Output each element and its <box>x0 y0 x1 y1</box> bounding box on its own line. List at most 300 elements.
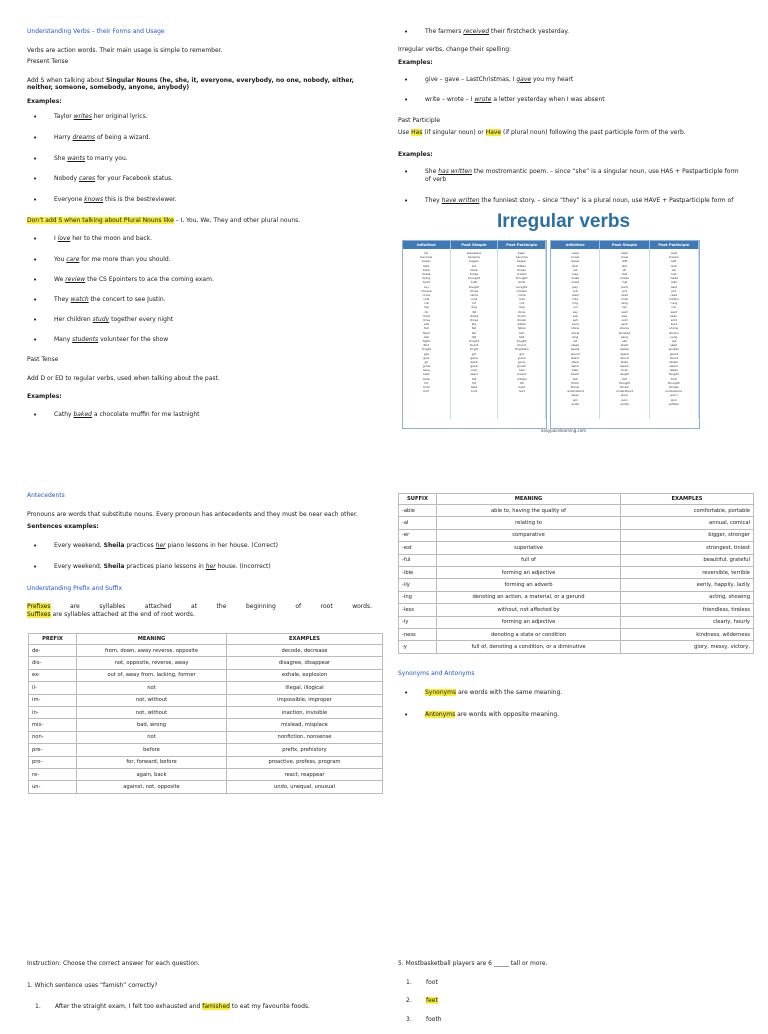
verb-form: worn <box>670 393 678 398</box>
header-cell: EXAMPLES <box>227 634 383 645</box>
verb-form: was/were <box>466 251 482 255</box>
verb-form: took <box>621 368 628 373</box>
table-cell: -ily <box>399 579 437 591</box>
verb-form: lent <box>670 263 677 268</box>
text: the funniest story. – since “they” is a plural noun, use HAVE + Pastparticiple form of <box>481 197 734 204</box>
verb-form: fight <box>422 338 430 343</box>
text: Her children <box>54 315 93 323</box>
text: give – gave – LastChristmas, I <box>425 75 517 83</box>
table-cell: not <box>77 682 227 694</box>
verb-form: break <box>422 271 431 276</box>
verb: watch <box>70 295 89 303</box>
verb-form: dug <box>471 305 477 310</box>
verb-form: win <box>572 397 578 402</box>
verb-form: begun <box>516 259 527 264</box>
verb-form: run <box>572 305 578 310</box>
subject: Sheila <box>103 541 125 549</box>
verb-form: hit <box>424 380 429 385</box>
verb-form: had <box>518 368 525 373</box>
list-item <box>27 563 372 571</box>
verb-form: see <box>572 313 578 318</box>
verb-form: hear <box>422 372 430 377</box>
verb-form: swum <box>669 364 679 369</box>
table-cell: friendless, tireless <box>621 604 754 616</box>
text: Harry <box>54 133 73 141</box>
verb-form: blown <box>517 267 527 272</box>
antecedent-examples-list <box>27 542 372 571</box>
verb-emphasis <box>93 316 110 323</box>
synonyms-section <box>398 670 743 734</box>
verb-form: taught <box>668 372 679 377</box>
verb-form: kept <box>621 251 628 255</box>
verb-form: sold <box>621 318 628 322</box>
has-have-rule: Use Has (if singular noun) or Have (if plural noun) following the past participle form of the verb. <box>398 129 686 136</box>
table-cell: forming an adjective <box>437 566 621 578</box>
verb: wants <box>67 154 86 162</box>
table-row <box>29 744 383 756</box>
table-row <box>29 694 383 706</box>
verb-form: gave <box>470 355 478 360</box>
verb: students <box>72 335 99 343</box>
verb-form: written <box>668 401 680 406</box>
verb-form: brought <box>468 276 480 281</box>
verb-form: sent <box>621 322 628 327</box>
table-cell: comfortable, portable <box>621 505 754 517</box>
verb-form: built <box>470 280 478 285</box>
verb-form: paid <box>670 284 678 289</box>
quiz-right <box>398 960 743 1034</box>
suffixes-text: Suffixes are syllables attached at the end of root words. <box>27 610 195 618</box>
text: house. (Incorrect) <box>215 563 271 570</box>
verb-form: driven <box>516 318 527 322</box>
table-row <box>29 768 383 780</box>
verb: care <box>66 255 80 263</box>
examples-label: Examples: <box>27 97 62 105</box>
table-cell: -ing <box>399 591 437 603</box>
verb-form: choose <box>421 288 432 293</box>
table-row <box>399 616 754 628</box>
table-row <box>399 579 754 591</box>
verb-form: drink <box>422 313 431 318</box>
table-cell: illegal, illogical <box>227 682 383 694</box>
verb-form: sat <box>671 338 677 343</box>
verb-form: say <box>572 309 578 314</box>
verb-form: leave <box>571 259 580 264</box>
table-cell: -y <box>399 641 437 653</box>
verb-emphasis <box>442 197 480 204</box>
table-cell: full of, denoting a condition, or a diminutive <box>437 641 621 653</box>
table-cell: bigger, stronger <box>621 529 754 541</box>
antecedents-heading: Antecedents <box>27 492 65 499</box>
table-cell: dis- <box>29 657 77 669</box>
header-cell: Past Participle <box>498 241 546 249</box>
text: We <box>54 275 66 283</box>
verb-column <box>403 249 451 419</box>
verb-form: read <box>621 292 628 297</box>
pronoun: her <box>155 541 166 549</box>
verb-form: broke <box>469 271 479 276</box>
verb-form: spent <box>669 351 679 356</box>
answer-option: 1. After the straight exam, I felt too exhausted and famished to eat my favourite foods. <box>35 1003 310 1010</box>
text: Nobody <box>54 175 79 183</box>
add-s-pre: Add S when talking about <box>27 76 106 84</box>
verb-form: paid <box>621 284 628 289</box>
verb-form: blew <box>470 267 478 272</box>
verb-form: shone <box>669 326 679 331</box>
text: practices piano lessons in <box>124 563 206 570</box>
table-cell: impossible, improper <box>227 694 383 706</box>
verb-form: spend <box>570 351 580 356</box>
dont-add-s-post: – I, You, We, They and other plural nouns. <box>173 216 301 224</box>
examples-label: Examples: <box>398 59 433 66</box>
verb-form: teach <box>570 372 580 377</box>
examples-label-3: Examples: <box>27 393 62 401</box>
verb-emphasis <box>72 336 98 343</box>
verb-form: told <box>670 376 677 381</box>
verb-form: do <box>424 309 429 314</box>
have-highlight: Have <box>485 129 502 136</box>
table-cell: exhale, explosion <box>227 669 383 681</box>
irregular-table-left <box>402 240 547 429</box>
verb-form: grown <box>517 364 527 369</box>
table-cell: -est <box>399 542 437 554</box>
verb: gave <box>516 75 532 83</box>
table-row <box>399 566 754 578</box>
table-cell: de- <box>29 645 77 657</box>
verb-form: got <box>471 351 477 356</box>
table-cell: superlative <box>437 542 621 554</box>
verb-form: ate <box>471 322 477 327</box>
irregular-table-right <box>550 240 700 429</box>
verb: review <box>65 275 86 283</box>
verb-form: met <box>621 280 628 285</box>
verb-form: sit <box>573 338 577 343</box>
verb-form: let <box>573 267 578 272</box>
list-item <box>398 689 743 697</box>
verb-form: sleep <box>571 343 580 348</box>
text: together every night <box>109 315 174 323</box>
verb-emphasis <box>66 256 79 263</box>
verb-form: brought <box>515 276 528 281</box>
verb-form: met <box>670 280 677 285</box>
table-cell: -less <box>399 604 437 616</box>
text: the concert to see Justin. <box>88 295 166 303</box>
text: They <box>425 197 442 204</box>
list-item <box>27 134 372 142</box>
table-cell: full of <box>437 554 621 566</box>
verb-form: rang <box>621 301 628 306</box>
table-row <box>399 554 754 566</box>
add-ed-rule: Add D or ED to regular verbs, used when talking about the past. <box>27 374 220 382</box>
text: Many <box>54 335 73 343</box>
verb-form: slept <box>620 343 629 348</box>
table-cell: decode, decrease <box>227 645 383 657</box>
verb-form: have <box>422 368 431 373</box>
table-cell: mis- <box>29 719 77 731</box>
verb-form: began <box>469 259 479 264</box>
header-cell: Past Simple <box>451 241 499 249</box>
header-cell: Past Simple <box>600 241 649 249</box>
verb-form: drove <box>469 318 479 322</box>
answer-option <box>398 1016 743 1024</box>
chart-source-url: easypacelearning.com <box>540 428 587 433</box>
table-cell: glory, messy, victory, <box>621 641 754 653</box>
verb-emphasis <box>516 76 531 83</box>
table-cell: before <box>77 744 227 756</box>
verb: has written <box>438 168 472 175</box>
verb-form: heard <box>517 372 527 377</box>
prefixes-text: Prefixes are syllables attached at the beginning of root words. <box>27 603 372 610</box>
verb-emphasis <box>72 134 95 141</box>
table-cell: not <box>77 731 227 743</box>
list-item <box>27 276 372 284</box>
synonyms-heading: Synonyms and Antonyms <box>398 670 475 677</box>
table-cell: proactive, profess, program <box>227 756 383 768</box>
table-cell: for, forward, before <box>77 756 227 768</box>
highlighted-word: famished <box>202 1003 230 1010</box>
verb-form: sent <box>670 322 678 327</box>
verb-form: grow <box>422 364 431 369</box>
past-tense-label: Past Tense <box>27 356 59 364</box>
verb-emphasis <box>474 96 491 103</box>
irregular-intro: Irregular verbs, change their spelling: <box>398 45 512 53</box>
header-cell: Infinitive <box>551 241 600 249</box>
verb-form: build <box>422 280 431 285</box>
verb-form: wear <box>571 393 579 398</box>
verb-form: fed <box>471 330 477 335</box>
table-cell: clearly, hourly <box>621 616 754 628</box>
verb-form: lend <box>571 263 579 268</box>
table-row <box>399 591 754 603</box>
verb-form: sold <box>670 318 677 322</box>
verb: have written <box>441 197 480 204</box>
table-cell: able to, having the quality of <box>437 505 621 517</box>
verb-form: slept <box>670 343 678 348</box>
text: her to the moon and back. <box>70 235 152 243</box>
text: the CS Epointers to ace the coming exam. <box>85 275 214 283</box>
verb-form: let <box>671 267 676 272</box>
verb-form: be <box>424 251 429 255</box>
table-cell: kindness, wilderness <box>621 628 754 640</box>
verb-form: gone <box>517 359 526 364</box>
verb-form: become <box>515 255 528 260</box>
text: piano lessons in her house. (Correct) <box>165 541 278 549</box>
verb-form: bitten <box>517 263 527 268</box>
text: of being a wizard. <box>95 133 151 141</box>
option-text: foot <box>426 978 438 986</box>
verb-form: felt <box>519 334 525 339</box>
verb-form: run <box>671 305 677 310</box>
highlighted-term: Antonyms <box>425 711 456 718</box>
table-cell: again, back <box>77 768 227 780</box>
verb-form: swim <box>571 364 580 369</box>
list-item <box>398 711 743 719</box>
text: She <box>425 168 439 175</box>
text: Every weekend, <box>54 563 104 570</box>
table-cell: forming an adverb <box>437 579 621 591</box>
verb-form: eat <box>423 322 429 327</box>
verb: baked <box>73 410 92 418</box>
synonyms-list <box>398 689 743 719</box>
verb-form: throw <box>570 385 580 389</box>
verb-form: blow <box>422 267 430 272</box>
verb: received <box>463 28 490 35</box>
header-cell: MEANING <box>77 634 227 645</box>
verb: dreams <box>72 133 96 141</box>
verb-form: forgot <box>469 347 479 352</box>
plural-examples-list <box>27 235 372 343</box>
answer-option <box>398 997 743 1005</box>
quiz-instruction: Instruction: Choose the correct answer for each question. <box>27 960 200 967</box>
verbs-intro: Verbs are action words. Their main usage is simple to remember. <box>27 46 223 54</box>
option-text: feet <box>426 997 438 1004</box>
verb-form: read <box>670 292 678 297</box>
verb-column <box>498 249 546 419</box>
question-1: 1. Which sentence uses “famish” correctly? <box>27 981 158 989</box>
table-cell: denoting an action, a material, or a gerund <box>437 591 621 603</box>
text: Every weekend, <box>54 541 104 549</box>
verb-form: came <box>469 292 479 297</box>
option-text: footh <box>426 1015 442 1023</box>
table-cell: reversible, terrible <box>621 566 754 578</box>
verb-form: found <box>469 343 479 348</box>
list-item <box>27 155 372 163</box>
antecedents-section <box>27 492 372 618</box>
text: the mostromantic poem. – since “she” is a singular noun, use HAS + Pastparticiple form of verb <box>425 168 739 183</box>
verb-form: fought <box>516 338 527 343</box>
verb-form: put <box>572 288 578 293</box>
verb-form: told <box>621 376 628 381</box>
header-cell: MEANING <box>437 494 621 505</box>
header-cell: Past Participle <box>650 241 699 249</box>
verb-form: taken <box>669 368 679 373</box>
list-item <box>398 76 743 84</box>
verb-form: lose <box>572 271 579 276</box>
verb-form: bought <box>468 284 480 289</box>
verb-form: hid <box>471 376 477 381</box>
verb-emphasis <box>73 411 91 418</box>
verb-form: kept <box>670 251 678 255</box>
verb-form: felt <box>471 334 477 339</box>
table-cell: undo, unequal, unusual <box>227 781 383 793</box>
option-number: 1. <box>406 978 412 986</box>
verb-form: won <box>621 397 628 402</box>
table-cell: -er <box>399 529 437 541</box>
verb-form: tell <box>572 376 578 381</box>
table-cell: annual, comical <box>621 517 754 529</box>
verb-form: speak <box>570 347 580 352</box>
verb-emphasis <box>65 276 85 283</box>
verb-form: fallen <box>517 326 526 331</box>
table-row <box>29 657 383 669</box>
subject: Sheila <box>103 563 125 570</box>
verb-form: meet <box>571 280 580 285</box>
option-number: 3. <box>406 1015 412 1023</box>
table-cell: disagree, disappear <box>227 657 383 669</box>
text: are words with the same meaning. <box>456 688 563 696</box>
pronoun-emphasis <box>206 563 216 570</box>
verb-form: put <box>622 288 627 293</box>
verb-form: hurt <box>423 389 430 394</box>
header-cell: EXAMPLES <box>621 494 754 505</box>
text: her original lyrics. <box>91 113 148 120</box>
verb-form: built <box>518 280 525 285</box>
verb-form: ride <box>572 297 579 302</box>
verb-emphasis <box>67 155 85 162</box>
table-cell: -able <box>399 505 437 517</box>
pronoun: her <box>205 563 216 570</box>
add-s-rule <box>27 77 372 92</box>
table-cell: without, not affected by <box>437 604 621 616</box>
table-row <box>29 756 383 768</box>
table-cell: inaction, invisible <box>227 706 383 718</box>
dont-add-s-rule <box>27 217 372 225</box>
table-cell: from, down, away reverse, opposite <box>77 645 227 657</box>
verb-emphasis <box>79 175 95 182</box>
verb-form: ran <box>622 305 627 310</box>
option-number: 2. <box>406 997 412 1004</box>
list-item <box>398 96 743 104</box>
verb-form: seen <box>670 313 678 318</box>
verb-emphasis <box>58 235 71 242</box>
irregular-chart-title: Irregular verbs <box>496 211 631 232</box>
verb-form: eaten <box>517 322 526 327</box>
text: Cathy <box>54 410 74 418</box>
verb-form: feed <box>423 330 430 335</box>
table-row <box>399 641 754 653</box>
verb-form: stand <box>570 355 580 360</box>
pronouns-text: Pronouns are words that substitute nouns. Every pronoun has antecedents and they must be near each other. <box>27 510 358 518</box>
verb-form: lost <box>621 271 628 276</box>
list-item <box>27 296 372 304</box>
verb-form: thrown <box>668 385 680 389</box>
verb-form: hidden <box>516 376 527 381</box>
verb-column <box>451 249 499 419</box>
verb-form: spoke <box>620 347 629 352</box>
verb-form: knew <box>620 255 629 260</box>
table-cell: out of, away from, lacking, former <box>77 669 227 681</box>
table-row <box>29 781 383 793</box>
table-cell: pro- <box>29 756 77 768</box>
verb-form: drank <box>469 313 479 318</box>
verb-form: hide <box>423 376 430 381</box>
verb-form: go <box>424 359 429 364</box>
irregular-verbs-chart <box>398 205 729 433</box>
highlighted-term: Synonyms <box>425 688 457 696</box>
verbs-heading: Understanding Verbs – their Forms and Usage <box>27 28 165 35</box>
verb-form: hurt <box>518 389 525 394</box>
verb-form: said <box>621 309 628 314</box>
table-cell: ex- <box>29 669 77 681</box>
verb-form: swam <box>620 364 629 369</box>
table-cell: relating to <box>437 517 621 529</box>
verb-form: heard <box>469 372 479 377</box>
question-5-options <box>398 979 743 1024</box>
text: are words with opposite meaning. <box>455 711 560 718</box>
verb-form: rode <box>621 297 628 302</box>
verb: wrote <box>474 96 492 103</box>
verb-form: understood <box>665 389 683 394</box>
verb: love <box>57 235 71 243</box>
verb-form: find <box>423 343 430 348</box>
verb-form: sang <box>620 334 629 339</box>
verb-form: put <box>671 288 677 293</box>
verb-form: buy <box>423 284 430 289</box>
dont-add-s-highlight: Don’t add S when talking about Plural Nouns like <box>27 216 174 224</box>
verb-form: bit <box>472 263 476 268</box>
verb-form: wore <box>620 393 629 398</box>
text: They <box>54 295 71 303</box>
